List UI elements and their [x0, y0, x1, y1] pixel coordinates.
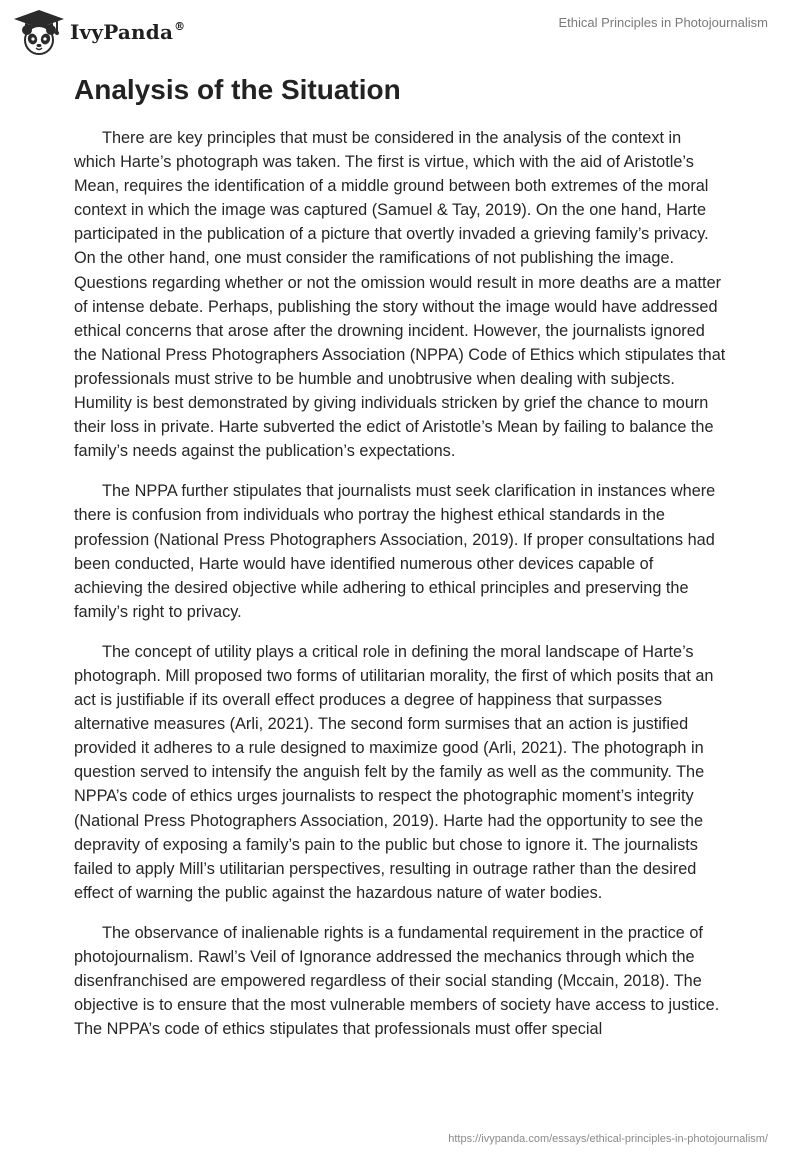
paragraph-1: There are key principles that must be considered in the analysis of the context in which Harte’s photograph was taken. The first is virtue, which with the aid of Aristotle’s Mean, requires the identification of a middle ground between both extremes of the moral context in which the image was captured (Samuel & Tay, 2019). On the one hand, Harte participated in the publication of a picture that overtly invaded a grieving family’s privacy. On the other hand, one must consider the ramifications of not publishing the image. Questions regarding whether or not the omission would result in more deaths are a matter of intense debate. Perhaps, publishing the story without the image would have addressed ethical concerns that arose after the drowning incident. However, the journalists ignored the National Press Photographers Association (NPPA) Code of Ethics which stipulates that professionals must strive to be humble and unobtrusive when dealing with subjects. Humility is best demonstrated by giving individuals stricken by grief the chance to mourn their loss in private. Harte subverted the edict of Aristotle’s Mean by failing to balance the family’s needs against the publication’s expectations. — [74, 129, 726, 461]
registered-mark: ® — [174, 20, 186, 33]
brand-name: IvyPanda® — [70, 20, 186, 44]
document-title: Ethical Principles in Photojournalism — [558, 15, 768, 30]
source-url[interactable]: https://ivypanda.com/essays/ethical-principles-in-photojournalism/ — [448, 1133, 768, 1145]
paragraph-3: The concept of utility plays a critical role in defining the moral landscape of Harte’s photograph. Mill proposed two forms of utilitarian morality, the first of which posits that an act is justifiable if its overall effect produces a degree of happiness that surpasses alternative measures (Arli, 2021). The second form surmises that an action is justified provided it adheres to a rule designed to maximize good (Arli, 2021). The photograph in question served to intensify the anguish felt by the family as well as the community. The NPPA’s code of ethics urges journalists to respect the photographic moment’s integrity (National Press Photographers Association, 2019). Harte had the opportunity to see the depravity of exposing a family’s pain to the public but chose to ignore it. The journalists failed to apply Mill’s utilitarian perspectives, resulting in outrage rather than the desired effect of warning the public against the hazardous nature of water bodies. — [74, 642, 714, 902]
ivypanda-logo[interactable] — [12, 8, 185, 56]
essay-content — [74, 72, 726, 1057]
section-heading: Analysis of the Situation — [74, 74, 401, 105]
paragraph-2: The NPPA further stipulates that journalists must seek clarification in instances where there is confusion from individuals who portray the highest ethical standards in the profession (National Press Photographers Association, 2019). If proper consultations had been conducted, Harte would have identified numerous other devices capable of achieving the desired objective while adhering to ethical principles and preserving the family’s right to privacy. — [74, 482, 716, 621]
page-header — [0, 0, 800, 62]
paragraph-4: The observance of inalienable rights is a fundamental requirement in the practice of photojournalism. Rawl’s Veil of Ignorance addressed the mechanics through which the disenfranchised are empowered regardless of their social standing (Mccain, 2018). The objective is to ensure that the most vulnerable members of society have access to justice. The NPPA’s code of ethics stipulates that professionals must offer special — [74, 923, 720, 1039]
graduation-cap-panda-icon — [12, 8, 66, 56]
